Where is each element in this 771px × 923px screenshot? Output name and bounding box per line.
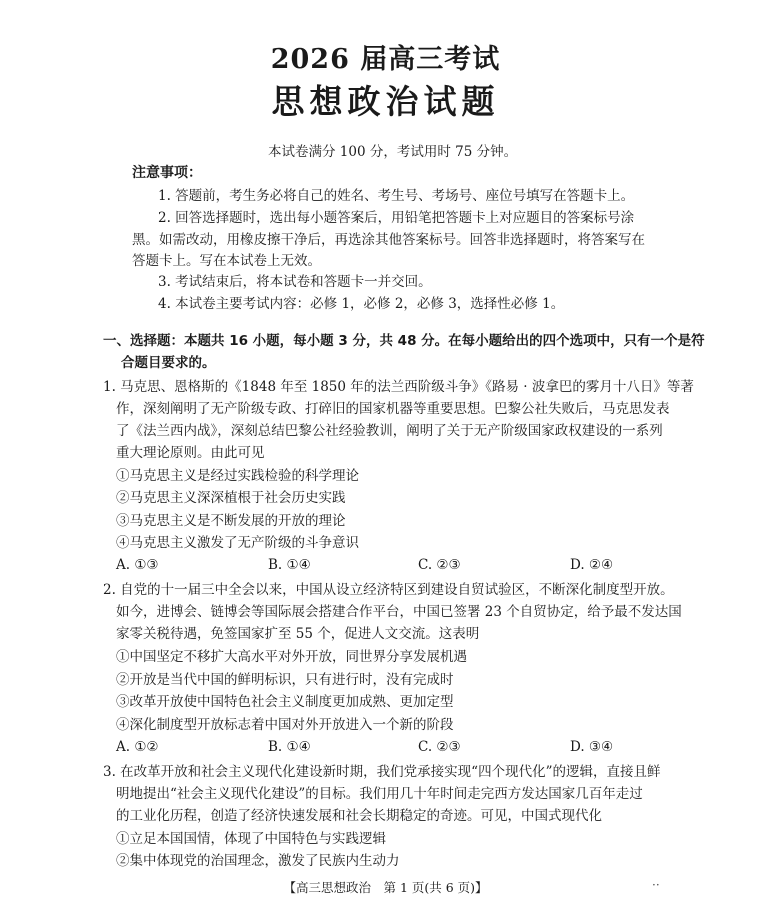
q3-statement-2: ②集中体现党的治国理念，激发了民族内生动力 (116, 853, 400, 869)
q3-statement-1: ①立足本国国情，体现了中国特色与实践逻辑 (116, 831, 386, 847)
notice-item-2: 2. 回答选择题时，选出每小题答案后，用铅笔把答题卡上对应题目的答案标号涂 (158, 210, 635, 226)
q2-statement-2: ②开放是当代中国的鲜明标识，只有进行时，没有完成时 (116, 672, 454, 688)
notice-item-3: 3. 考试结束后，将本试卷和答题卡一并交回。 (158, 274, 432, 290)
q2-option-a: A. ①② (116, 739, 159, 755)
notice-item-2-cont: 答题卡上。写在本试卷上无效。 (132, 253, 321, 269)
q2-statement-1: ①中国坚定不移扩大高水平对外开放，同世界分享发展机遇 (116, 649, 467, 665)
q1-option-d: D. ②④ (570, 557, 614, 573)
q1-option-b: B. ①④ (268, 557, 311, 573)
page-footer: 【高三思想政治 第 1 页(共 6 页)】 (283, 880, 488, 895)
q2-statement-3: ③改革开放使中国特色社会主义制度更加成熟、更加定型 (116, 694, 454, 710)
q1-stem: 作，深刻阐明了无产阶级专政、打碎旧的国家机器等重要思想。巴黎公社失败后，马克思发表 (116, 401, 670, 417)
q3-stem: 的工业化历程，创造了经济快速发展和社会长期稳定的奇迹。可见，中国式现代化 (116, 808, 602, 824)
q1-statement-2: ②马克思主义深深植根于社会历史实践 (116, 490, 346, 506)
q1-statement-1: ①马克思主义是经过实践检验的科学理论 (116, 468, 359, 484)
notice-item-4: 4. 本试卷主要考试内容：必修 1，必修 2，必修 3，选择性必修 1。 (158, 296, 565, 312)
notice-heading: 注意事项： (132, 165, 202, 181)
exam-title: 2026 届高三考试 (270, 44, 501, 75)
q2-stem: 2. 自党的十一届三中全会以来，中国从设立经济特区到建设自贸试验区，不断深化制度型开放。 (103, 582, 674, 598)
q1-stem: 了《法兰西内战》，深刻总结巴黎公社经验教训，阐明了关于无产阶级国家政权建设的一系列 (116, 423, 663, 439)
q3-stem: 明地提出“社会主义现代化建设”的目标。我们用几十年时间走完西方发达国家几百年走过 (116, 786, 643, 802)
notice-item-1: 1. 答题前，考生务必将自己的姓名、考生号、考场号、座位号填写在答题卡上。 (158, 188, 635, 204)
q1-statement-4: ④马克思主义激发了无产阶级的斗争意识 (116, 535, 359, 551)
section-heading: 一、选择题：本题共 16 小题，每小题 3 分，共 48 分。在每小题给出的四个选项中，只有一个是符 (103, 333, 705, 349)
notice-item-2-cont: 黑。如需改动，用橡皮擦干净后，再选涂其他答案标号。回答非选择题时，将答案写在 (132, 232, 645, 248)
corner-mark: ·· (652, 878, 660, 892)
exam-info: 本试卷满分 100 分，考试用时 75 分钟。 (268, 144, 518, 160)
section-heading-cont: 合题目要求的。 (121, 355, 216, 371)
q1-stem: 重大理论原则。由此可见 (116, 445, 265, 461)
q1-statement-3: ③马克思主义是不断发展的开放的理论 (116, 513, 346, 529)
q2-option-c: C. ②③ (418, 739, 461, 755)
q1-option-a: A. ①③ (116, 557, 159, 573)
subject-title: 思想政治试题 (271, 82, 500, 121)
q1-stem: 1. 马克思、恩格斯的《1848 年至 1850 年的法兰西阶级斗争》《路易 · 波拿巴的雾月十八日》等著 (103, 379, 694, 395)
q3-stem: 3. 在改革开放和社会主义现代化建设新时期，我们党承接实现“四个现代化”的逻辑，直接且鲜 (103, 764, 661, 780)
q2-option-b: B. ①④ (268, 739, 311, 755)
q1-option-c: C. ②③ (418, 557, 461, 573)
q2-statement-4: ④深化制度型开放标志着中国对外开放进入一个新的阶段 (116, 717, 454, 733)
q2-option-d: D. ③④ (570, 739, 614, 755)
q2-stem: 家零关税待遇，免签国家扩至 55 个，促进人文交流。这表明 (116, 626, 480, 642)
q2-stem: 如今，进博会、链博会等国际展会搭建合作平台，中国已签署 23 个自贸协定，给予最不发达国 (116, 604, 682, 620)
